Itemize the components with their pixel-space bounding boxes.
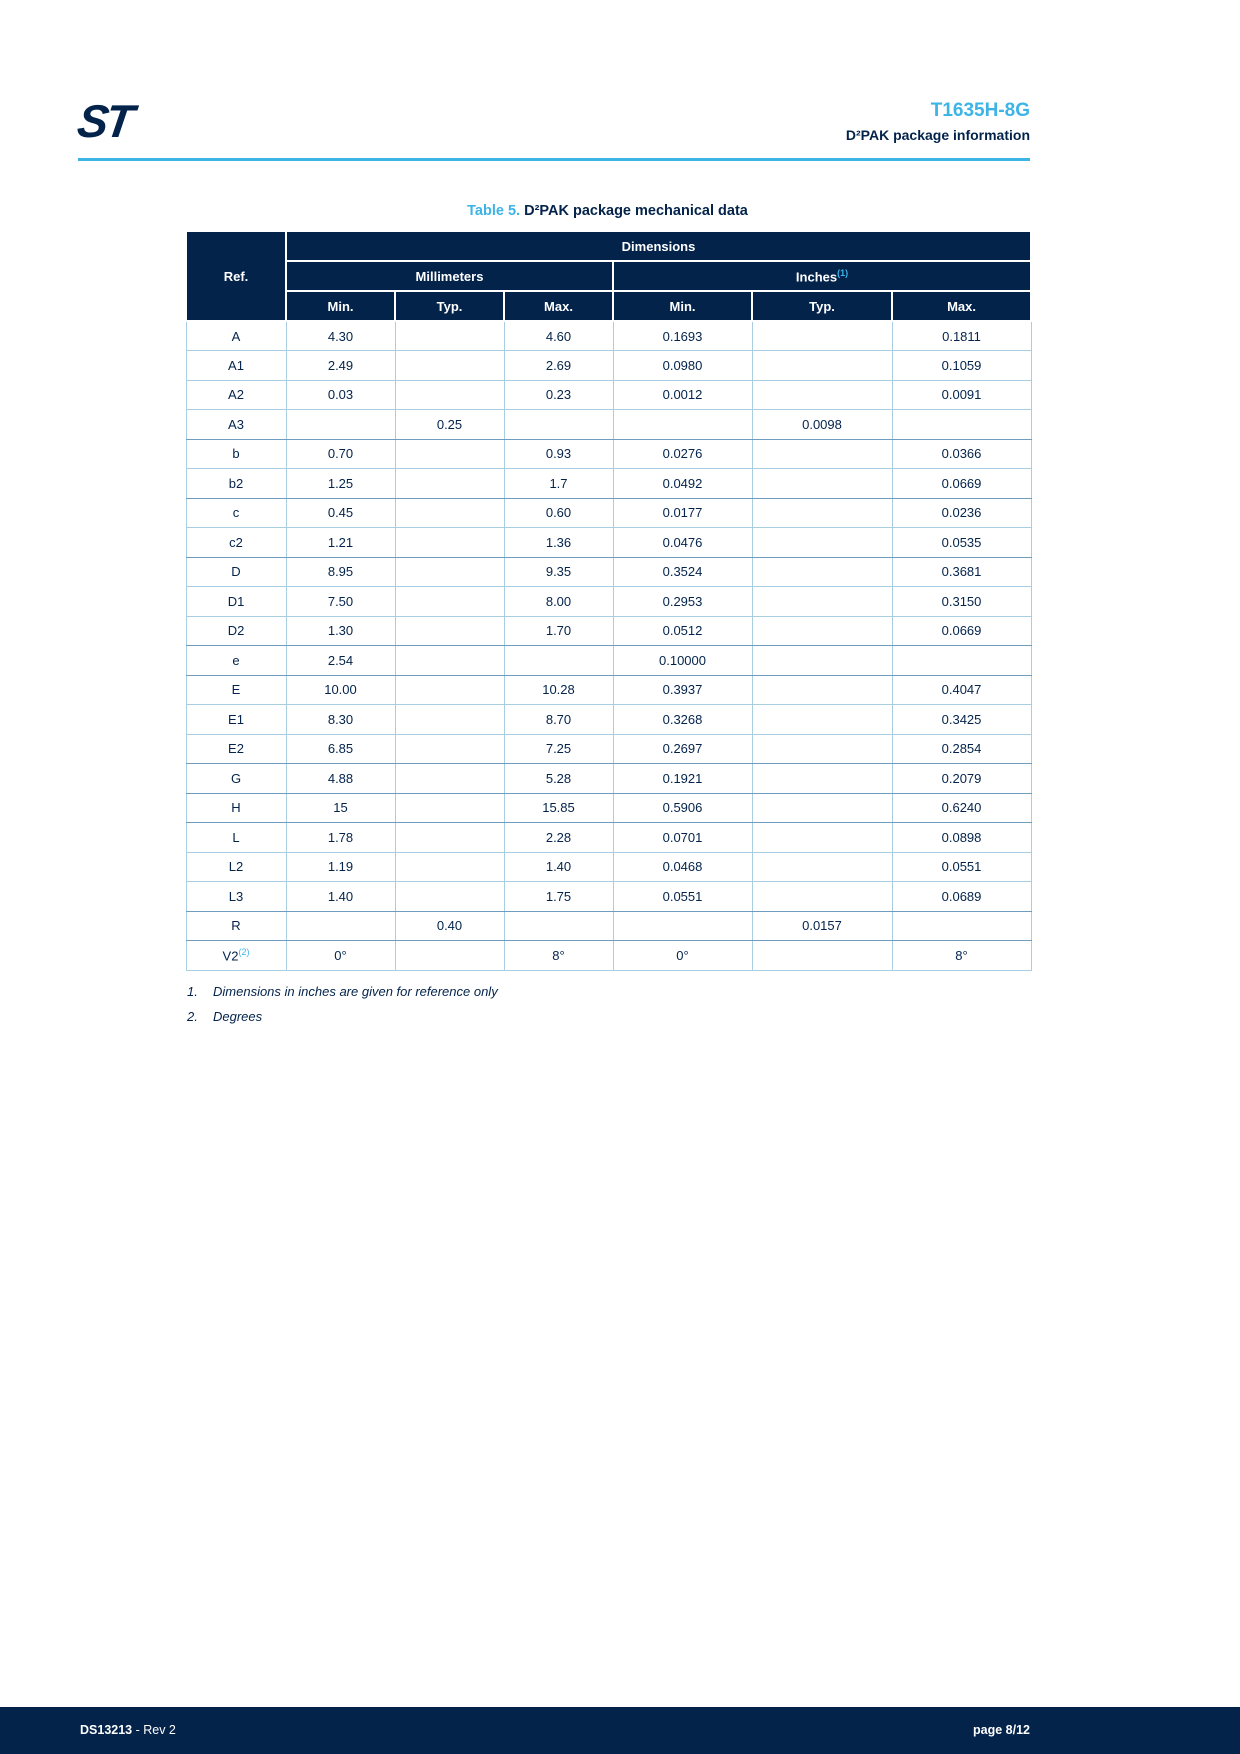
ref-cell: c2 [186, 528, 286, 558]
value-cell [613, 911, 752, 941]
value-cell: 2.54 [286, 646, 395, 676]
table-row [186, 941, 1031, 971]
value-cell: 8° [504, 941, 613, 971]
value-cell: 0.0669 [892, 469, 1031, 499]
table-row [186, 705, 1031, 735]
document-revision: - Rev 2 [132, 1723, 176, 1737]
value-cell: 0.1811 [892, 321, 1031, 351]
value-cell: 0.0551 [892, 852, 1031, 882]
value-cell: 0.0476 [613, 528, 752, 558]
value-cell: 2.69 [504, 351, 613, 381]
ref-cell: H [186, 793, 286, 823]
table-row [186, 616, 1031, 646]
value-cell: 0.45 [286, 498, 395, 528]
ref-cell: L [186, 823, 286, 853]
value-cell: 0.0898 [892, 823, 1031, 853]
value-cell: 7.25 [504, 734, 613, 764]
page-number: page 8/12 [973, 1723, 1030, 1737]
header-rule [78, 158, 1030, 161]
value-cell: 0.3150 [892, 587, 1031, 617]
value-cell: 0.23 [504, 380, 613, 410]
value-cell [395, 380, 504, 410]
ref-cell: D2 [186, 616, 286, 646]
value-cell: 0.3268 [613, 705, 752, 735]
value-cell: 9.35 [504, 557, 613, 587]
inches-header [613, 261, 1031, 291]
value-cell: 0.60 [504, 498, 613, 528]
value-cell: 0.0177 [613, 498, 752, 528]
ref-cell: A3 [186, 410, 286, 440]
table-row [186, 587, 1031, 617]
value-cell: 0.0468 [613, 852, 752, 882]
value-cell: 1.40 [286, 882, 395, 912]
value-cell [752, 675, 892, 705]
ref-cell: e [186, 646, 286, 676]
table-caption-number: Table 5. [467, 203, 521, 219]
value-cell: 0.1059 [892, 351, 1031, 381]
table-caption [185, 203, 1030, 219]
st-logo: ST [74, 95, 135, 147]
value-cell: 1.19 [286, 852, 395, 882]
value-cell [752, 823, 892, 853]
table-row [186, 528, 1031, 558]
value-cell: 1.25 [286, 469, 395, 499]
value-cell: 0.0551 [613, 882, 752, 912]
value-cell [395, 675, 504, 705]
value-cell [395, 528, 504, 558]
value-cell: 1.75 [504, 882, 613, 912]
table-row [186, 793, 1031, 823]
ref-cell: E2 [186, 734, 286, 764]
value-cell [752, 528, 892, 558]
dimensions-header: Dimensions [286, 231, 1031, 261]
value-cell: 0.5906 [613, 793, 752, 823]
table-row [186, 675, 1031, 705]
value-cell: 1.30 [286, 616, 395, 646]
value-cell: 1.7 [504, 469, 613, 499]
in-min-header: Min. [613, 291, 752, 321]
footnotes [187, 984, 498, 1034]
value-cell: 10.28 [504, 675, 613, 705]
section-subtitle: D²PAK package information [845, 127, 1030, 143]
table-header [186, 231, 1031, 321]
value-cell: 4.88 [286, 764, 395, 794]
value-cell [286, 911, 395, 941]
footnote-text: Dimensions in inches are given for reference only [213, 984, 498, 999]
value-cell: 0° [613, 941, 752, 971]
value-cell [504, 410, 613, 440]
value-cell [395, 439, 504, 469]
value-cell: 0.2953 [613, 587, 752, 617]
ref-cell: A1 [186, 351, 286, 381]
value-cell [752, 616, 892, 646]
value-cell [395, 557, 504, 587]
mm-min-header: Min. [286, 291, 395, 321]
value-cell [395, 793, 504, 823]
value-cell: 8° [892, 941, 1031, 971]
value-cell [752, 557, 892, 587]
value-cell: 6.85 [286, 734, 395, 764]
value-cell: 0.93 [504, 439, 613, 469]
value-cell [395, 351, 504, 381]
value-cell: 1.70 [504, 616, 613, 646]
value-cell [395, 469, 504, 499]
value-cell [752, 793, 892, 823]
page-header [846, 100, 1030, 143]
value-cell: 7.50 [286, 587, 395, 617]
inches-label: Inches [795, 269, 838, 285]
value-cell: 0.0236 [892, 498, 1031, 528]
value-cell: 0.3937 [613, 675, 752, 705]
value-cell [752, 734, 892, 764]
value-cell: 8.30 [286, 705, 395, 735]
value-cell: 0.0276 [613, 439, 752, 469]
table-row [186, 823, 1031, 853]
document-id: DS13213 [80, 1723, 133, 1737]
table-row [186, 557, 1031, 587]
value-cell [395, 587, 504, 617]
value-cell [752, 439, 892, 469]
value-cell: 10.00 [286, 675, 395, 705]
value-cell [752, 469, 892, 499]
footnote-text: Degrees [213, 1009, 263, 1024]
value-cell: 0.0012 [613, 380, 752, 410]
footnote-number: 1. [187, 984, 198, 999]
value-cell: 15 [286, 793, 395, 823]
value-cell: 0.0669 [892, 616, 1031, 646]
footnote-1 [187, 984, 498, 999]
value-cell [395, 852, 504, 882]
mm-max-header: Max. [504, 291, 613, 321]
value-cell: 0.4047 [892, 675, 1031, 705]
table-row [186, 410, 1031, 440]
value-cell: 0.70 [286, 439, 395, 469]
millimeters-header: Millimeters [286, 261, 613, 291]
value-cell [752, 764, 892, 794]
table-row [186, 646, 1031, 676]
value-cell [395, 646, 504, 676]
value-cell: 0.03 [286, 380, 395, 410]
value-cell: 1.36 [504, 528, 613, 558]
value-cell: 2.28 [504, 823, 613, 853]
value-cell: 0.2854 [892, 734, 1031, 764]
table-row [186, 764, 1031, 794]
value-cell: 4.60 [504, 321, 613, 351]
footnote-2 [187, 1009, 498, 1024]
value-cell [395, 941, 504, 971]
value-cell: 15.85 [504, 793, 613, 823]
table-row [186, 439, 1031, 469]
value-cell [752, 587, 892, 617]
value-cell [613, 410, 752, 440]
table-row [186, 469, 1031, 499]
value-cell [395, 734, 504, 764]
ref-cell: L2 [186, 852, 286, 882]
value-cell [395, 498, 504, 528]
value-cell [892, 911, 1031, 941]
value-cell: 0.1693 [613, 321, 752, 351]
value-cell [752, 351, 892, 381]
value-cell: 1.21 [286, 528, 395, 558]
value-cell [752, 321, 892, 351]
value-cell: 0.10000 [613, 646, 752, 676]
table-row [186, 734, 1031, 764]
value-cell: 0.0689 [892, 882, 1031, 912]
value-cell: 2.49 [286, 351, 395, 381]
ref-cell: b [186, 439, 286, 469]
value-cell [395, 321, 504, 351]
value-cell: 8.00 [504, 587, 613, 617]
value-cell [752, 882, 892, 912]
value-cell [395, 882, 504, 912]
value-cell: 0.1921 [613, 764, 752, 794]
value-cell: 0.2697 [613, 734, 752, 764]
value-cell [395, 764, 504, 794]
ref-cell: c [186, 498, 286, 528]
footnote-number: 2. [187, 1009, 198, 1024]
mm-typ-header: Typ. [395, 291, 504, 321]
value-cell [504, 911, 613, 941]
table-row [186, 852, 1031, 882]
value-cell [752, 380, 892, 410]
value-cell: 0.0492 [613, 469, 752, 499]
value-cell: 0.3524 [613, 557, 752, 587]
table-row [186, 911, 1031, 941]
value-cell: 5.28 [504, 764, 613, 794]
value-cell [892, 646, 1031, 676]
footer-bar [0, 1707, 1240, 1754]
value-cell [286, 410, 395, 440]
value-cell: 1.78 [286, 823, 395, 853]
ref-cell: D [186, 557, 286, 587]
value-cell: 1.40 [504, 852, 613, 882]
value-cell [752, 498, 892, 528]
table-row [186, 351, 1031, 381]
ref-cell: D1 [186, 587, 286, 617]
table-row [186, 882, 1031, 912]
value-cell [752, 852, 892, 882]
in-max-header: Max. [892, 291, 1031, 321]
table-body [186, 321, 1031, 970]
value-cell: 0.0980 [613, 351, 752, 381]
ref-cell: E [186, 675, 286, 705]
mechanical-data-table [185, 230, 1032, 971]
ref-cell: V2$^{(2)}$ [186, 941, 286, 971]
value-cell [395, 705, 504, 735]
value-cell: 0.0098 [752, 410, 892, 440]
ref-cell: A [186, 321, 286, 351]
value-cell: 0.25 [395, 410, 504, 440]
value-cell: 4.30 [286, 321, 395, 351]
value-cell: 0.0535 [892, 528, 1031, 558]
table-row [186, 321, 1031, 351]
value-cell [752, 646, 892, 676]
value-cell: 0.0512 [613, 616, 752, 646]
value-cell: 0.3425 [892, 705, 1031, 735]
value-cell [504, 646, 613, 676]
in-typ-header: Typ. [752, 291, 892, 321]
value-cell [892, 410, 1031, 440]
value-cell: 0.0157 [752, 911, 892, 941]
value-cell [395, 823, 504, 853]
value-cell: 0.0701 [613, 823, 752, 853]
value-cell [752, 705, 892, 735]
table-caption-text: D²PAK package mechanical data [520, 203, 748, 219]
table-row [186, 380, 1031, 410]
ref-cell: R [186, 911, 286, 941]
value-cell [395, 616, 504, 646]
value-cell: 0.2079 [892, 764, 1031, 794]
ref-cell: G [186, 764, 286, 794]
ref-cell: b2 [186, 469, 286, 499]
ref-cell: E1 [186, 705, 286, 735]
value-cell: 0.0366 [892, 439, 1031, 469]
ref-cell: A2 [186, 380, 286, 410]
value-cell: 0.40 [395, 911, 504, 941]
part-number-title: T1635H-8G [930, 100, 1030, 121]
ref-column-header: Ref. [186, 231, 286, 321]
value-cell: 0° [286, 941, 395, 971]
ref-cell: L3 [186, 882, 286, 912]
inches-footnote-ref: (1) [837, 267, 849, 278]
value-cell: 0.6240 [892, 793, 1031, 823]
value-cell: 8.95 [286, 557, 395, 587]
row-footnote-ref: (2) [238, 947, 250, 958]
value-cell [752, 941, 892, 971]
table-row [186, 498, 1031, 528]
document-reference [80, 1707, 176, 1754]
value-cell: 0.3681 [892, 557, 1031, 587]
value-cell: 0.0091 [892, 380, 1031, 410]
value-cell: 8.70 [504, 705, 613, 735]
